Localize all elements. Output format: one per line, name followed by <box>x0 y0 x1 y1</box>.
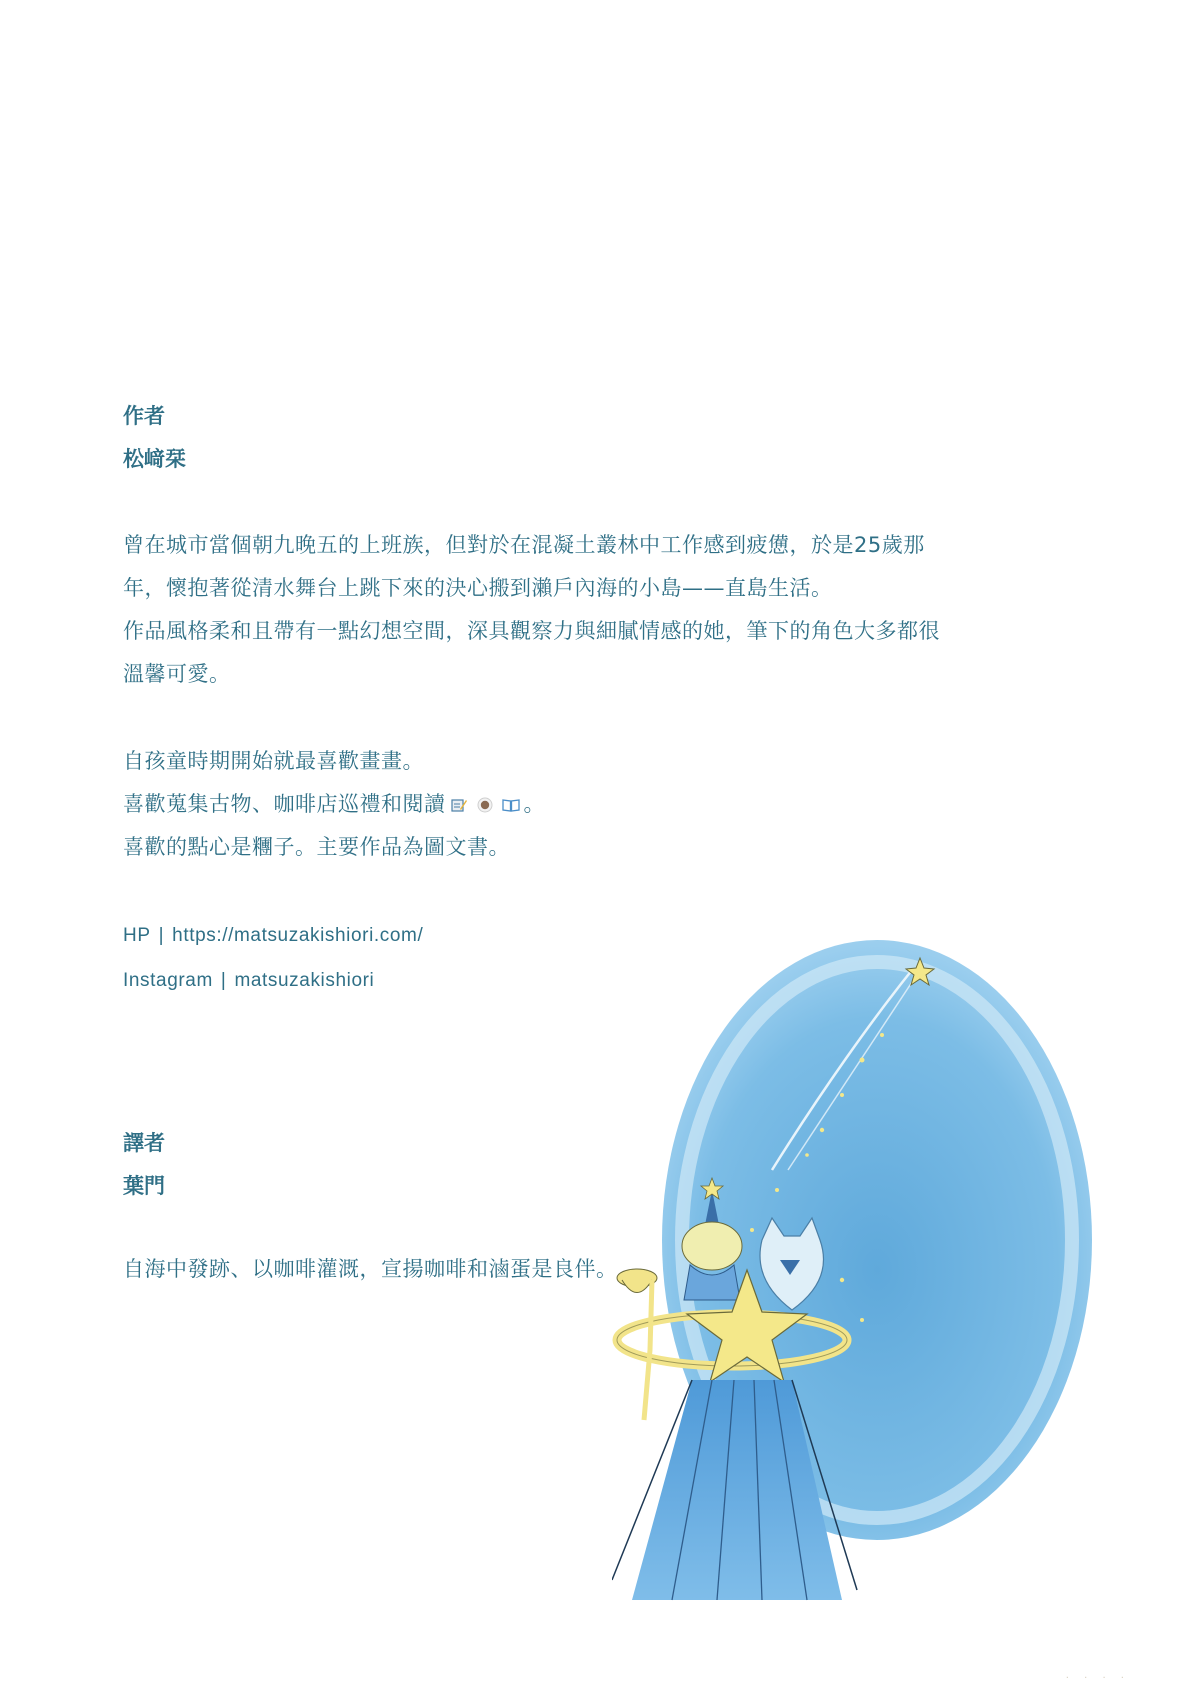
author-bio-line: 年，懷抱著從清水舞台上跳下來的決心搬到瀨戶內海的小島——直島生活。 <box>123 576 833 600</box>
author-bio-line: 作品風格柔和且帶有一點幻想空間，深具觀察力與細膩情感的她，筆下的角色大多都很 <box>123 619 940 643</box>
likes-line-2 <box>123 783 1043 826</box>
book-icon <box>502 797 520 813</box>
author-likes <box>123 740 1043 869</box>
hp-separator: | <box>158 925 165 946</box>
author-name: 松﨑栞 <box>123 446 186 471</box>
instagram-label: Instagram <box>123 970 213 991</box>
likes-line-3: 喜歡的點心是糰子。主要作品為圖文書。 <box>123 835 510 859</box>
hp-url[interactable]: https://matsuzakishiori.com/ <box>172 925 424 946</box>
coffee-icon <box>476 797 494 813</box>
star-illustration <box>612 940 1132 1650</box>
memo-icon <box>450 797 468 813</box>
author-heading: 作者 <box>123 403 165 428</box>
author-bio <box>123 524 1043 696</box>
author-bio-line: 曾在城市當個朝九晚五的上班族，但對於在混凝土叢林中工作感到疲憊，於是25歲那 <box>123 533 925 557</box>
author-section <box>123 405 1043 1003</box>
instagram-handle[interactable]: matsuzakishiori <box>234 970 375 991</box>
instagram-separator: | <box>220 970 227 991</box>
likes-line-2-text: 喜歡蒐集古物、咖啡店巡禮和閱讀 <box>123 792 446 816</box>
likes-line-1: 自孩童時期開始就最喜歡畫畫。 <box>123 749 424 773</box>
page-corner-mark: · · · · <box>1065 1673 1130 1684</box>
translator-heading: 譯者 <box>123 1130 165 1155</box>
likes-line-2-end: 。 <box>523 792 545 816</box>
author-bio-line: 溫馨可愛。 <box>123 662 231 686</box>
translator-name: 葉門 <box>123 1173 165 1198</box>
hp-label: HP <box>123 925 151 946</box>
translator-bio: 自海中發跡、以咖啡灌溉，宣揚咖啡和滷蛋是良伴。 <box>123 1257 618 1281</box>
